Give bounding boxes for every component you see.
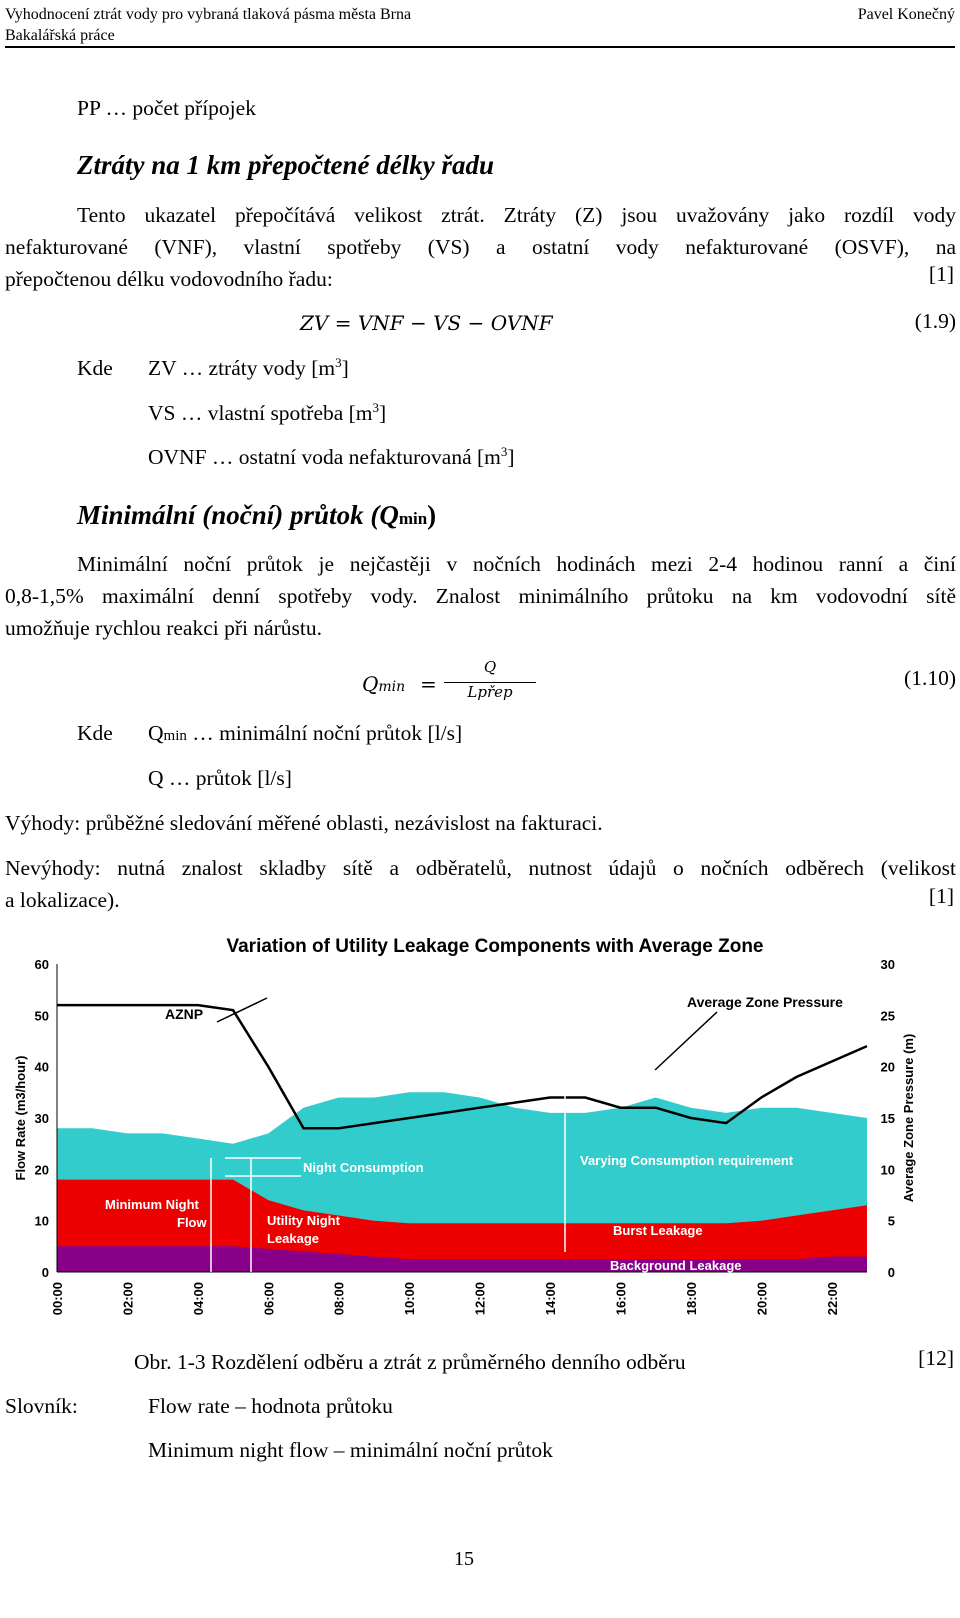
figure-reference: [12] xyxy=(918,1346,954,1370)
y-tick-label: 50 xyxy=(34,1008,49,1024)
para-line: přepočtenou délku vodovodního řadu: xyxy=(5,267,333,291)
disadvantages xyxy=(5,852,956,916)
leakage-chart xyxy=(5,922,930,1327)
chart-annotation: Flow xyxy=(177,1215,207,1230)
x-tick-label: 16:00 xyxy=(613,1282,629,1316)
y-tick-label: 0 xyxy=(41,1265,49,1280)
glossary-item: Flow rate – hodnota průtoku xyxy=(148,1394,393,1418)
page-number: 15 xyxy=(454,1548,474,1570)
y2-tick-label: 20 xyxy=(880,1059,895,1075)
para-line: nefakturované (VNF), vlastní spotřeby (VS) a ostatní vody nefakturované (OSVF), na xyxy=(5,235,956,259)
section-heading-losses: Ztráty na 1 km přepočtené délky řadu xyxy=(77,150,494,180)
equation-number: (1.9) xyxy=(914,309,956,333)
y2-tick-label: 15 xyxy=(880,1111,895,1126)
header-title: Vyhodnocení ztrát vody pro vybraná tlaková pásma města Brna xyxy=(5,6,412,23)
chart-annotation: Varying Consumption requirement xyxy=(580,1153,794,1168)
y-tick-label: 30 xyxy=(34,1111,49,1126)
chart-annotation: Background Leakage xyxy=(610,1258,742,1273)
y2-tick-label: 10 xyxy=(880,1162,895,1178)
y2-tick-label: 30 xyxy=(880,957,895,972)
definition-vs: VS … vlastní spotřeba $[m^3]$ xyxy=(148,400,387,425)
x-tick-label: 22:00 xyxy=(824,1282,840,1316)
y-tick-label: 20 xyxy=(34,1162,49,1178)
chart-annotation: Average Zone Pressure xyxy=(687,994,843,1010)
equation-number: (1.10) xyxy=(904,666,956,690)
x-tick-label: 14:00 xyxy=(543,1282,559,1316)
reference: [1] xyxy=(928,262,954,286)
x-tick-label: 18:00 xyxy=(683,1282,699,1316)
x-tick-label: 12:00 xyxy=(472,1282,488,1316)
definition-ovnf: OVNF … ostatní voda nefakturovaná $[m^3]$ xyxy=(148,444,515,469)
kde-label: Kde xyxy=(77,356,113,380)
section1-paragraph xyxy=(5,199,956,295)
kde-label: Kde xyxy=(77,721,113,745)
x-tick-label: 02:00 xyxy=(120,1282,136,1316)
para-line: Minimální noční průtok je nejčastěji v nočních hodinách mezi 2-4 hodinou ranní a činí xyxy=(77,552,956,576)
x-tick-label: 20:00 xyxy=(754,1282,770,1316)
glossary-label: Slovník: xyxy=(5,1394,78,1418)
figure-caption: Obr. 1-3 Rozdělení odběru a ztrát z průměrného denního odběru xyxy=(134,1350,686,1374)
chart-annotation: AZNP xyxy=(165,1006,204,1022)
x-tick-label: 06:00 xyxy=(261,1282,277,1316)
y-axis-title: Flow Rate (m3/hour) xyxy=(13,1055,28,1181)
chart-annotation: Night Consumption xyxy=(303,1160,424,1175)
y-tick-label: 60 xyxy=(34,957,49,972)
section-heading-min-flow: Minimální (noční) průtok (Qmin) xyxy=(77,500,437,530)
y2-tick-label: 5 xyxy=(887,1213,895,1229)
definition-q: Q … průtok [l/s] xyxy=(148,766,292,790)
reference: [1] xyxy=(928,884,954,908)
header-subtitle: Bakalářská práce xyxy=(5,27,115,44)
page-header xyxy=(5,2,955,48)
chart-title: Variation of Utility Leakage Components with Average Zone xyxy=(226,936,764,957)
x-tick-label: 04:00 xyxy=(190,1282,206,1316)
header-author: Pavel Konečný xyxy=(857,6,955,23)
definition-zv: ZV … ztráty vody $[m^3]$ xyxy=(148,355,349,380)
y2-axis-title: Average Zone Pressure (m) xyxy=(901,1033,916,1203)
para-line: umožňuje rychlou reakci při nárůstu. xyxy=(5,616,323,640)
definition-qmin: Qmin … minimální noční průtok [l/s] xyxy=(148,721,463,745)
y-tick-label: 40 xyxy=(34,1059,49,1075)
x-tick-label: 08:00 xyxy=(331,1282,347,1316)
x-tick-label: 00:00 xyxy=(50,1282,65,1316)
para-line: Nevýhody: nutná znalost skladby sítě a odběratelů, nutnost údajů o nočních odběrech (velikost xyxy=(5,856,956,880)
y2-tick-label: 25 xyxy=(880,1008,895,1024)
section2-paragraph xyxy=(5,548,956,644)
advantages: Výhody: průběžné sledování měřené oblasti, nezávislost na fakturaci. xyxy=(5,811,603,835)
para-line: Tento ukazatel přepočítává velikost ztrát. Ztráty (Z) jsou uvažovány jako rozdíl vody xyxy=(77,203,956,227)
para-line: a lokalizace). xyxy=(5,888,120,912)
header-left xyxy=(5,4,411,46)
equation-1-9: ZV = VNF − VS − OVNF xyxy=(300,311,553,335)
y-tick-label: 10 xyxy=(34,1213,49,1229)
chart-annotation: Utility Night xyxy=(267,1213,340,1228)
chart-annotation: Burst Leakage xyxy=(613,1223,703,1238)
chart-annotation: Leakage xyxy=(267,1231,320,1246)
y2-tick-label: 0 xyxy=(887,1265,895,1280)
glossary-item: Minimum night flow – minimální noční průtok xyxy=(148,1438,553,1462)
x-tick-label: 10:00 xyxy=(402,1282,418,1316)
chart-annotation: Minimum Night xyxy=(105,1197,199,1212)
pp-line: PP … počet přípojek xyxy=(77,96,256,120)
para-line: 0,8-1,5% maximální denní spotřeby vody. Znalost minimálního průtoku na km vodovodní sítě xyxy=(5,584,956,608)
